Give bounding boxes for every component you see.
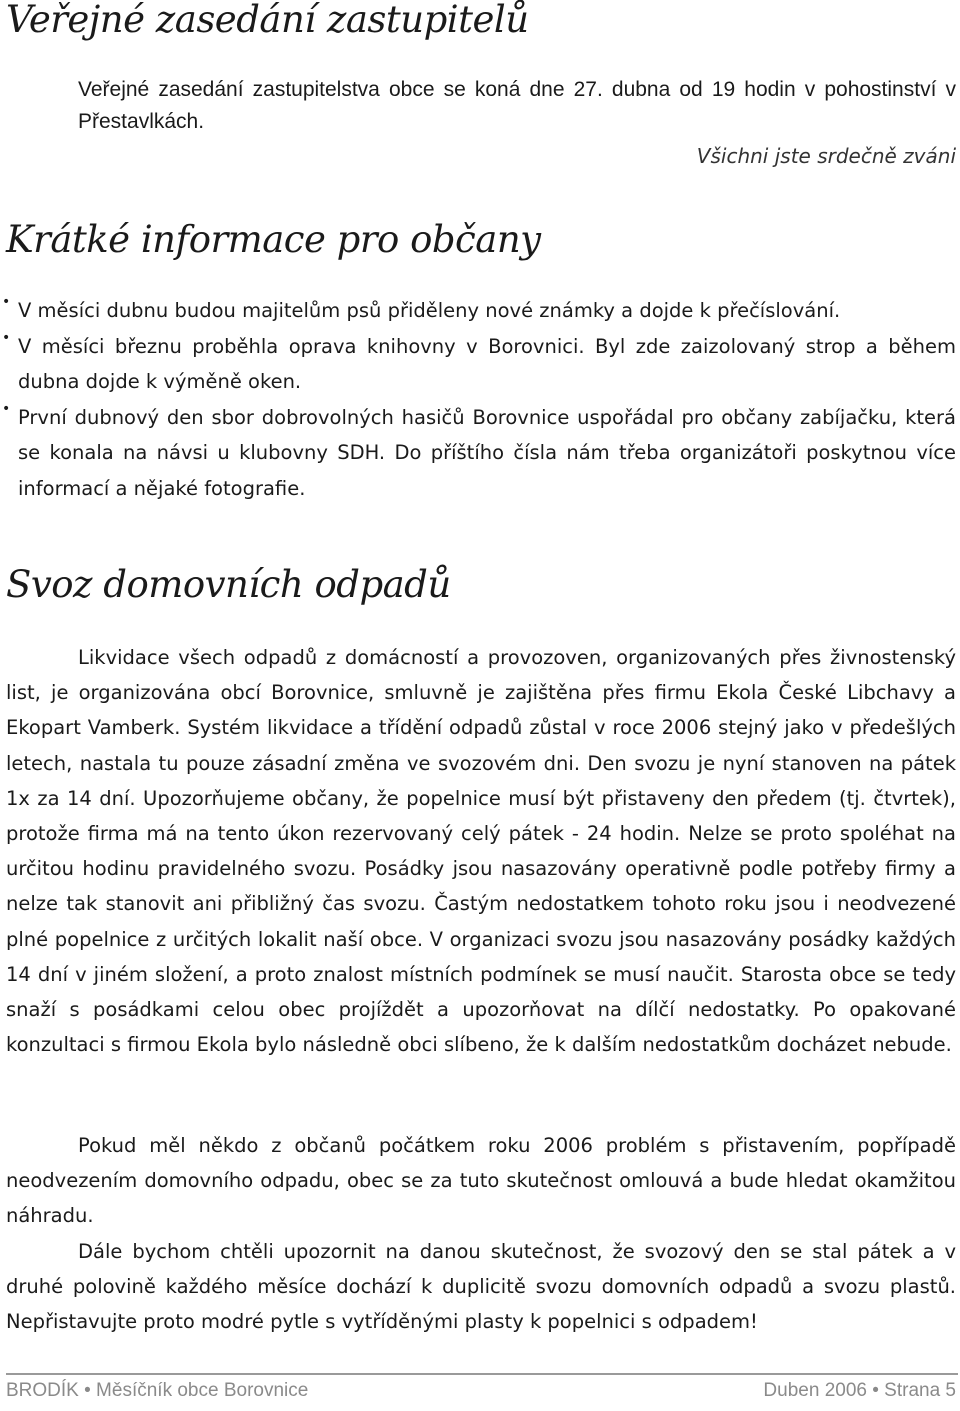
bullet-icon: • [2, 400, 11, 417]
bullet-icon: • [2, 329, 11, 346]
bullet-icon: • [2, 294, 11, 310]
list-item [0, 329, 956, 400]
list-item [0, 293, 956, 329]
waste-paragraph-2: Pokud měl někdo z občanů počátkem roku 2006 problém s přistavením, popřípadě neodvezením domovního odpadu, obec se za tuto skutečnost omlouvá a bude hledat okamžitou náhradu. [6, 1134, 956, 1228]
meeting-signature: Všichni jste srdečně zváni [696, 144, 956, 168]
footer-issue-page: Duben 2006 • Strana 5 [763, 1380, 956, 1401]
footer-divider [6, 1373, 958, 1375]
footer-publication: BRODÍK • Měsíčník obce Borovnice [6, 1380, 309, 1401]
waste-paragraph-1: Likvidace všech odpadů z domácností a provozoven, organizovaných přes živnostenský list, je organizována obcí Borovnice, smluvně je zajištěna přes firmu Ekola České Libchavy a Ekopart Vamberk. Systém likvidace a třídění odpadů zůstal v roce 2006 stejný jako v předešlých letech, nastala tu pouze zásadní změna ve svozovém dni. Den svozu je nyní stanoven na pátek 1x za 14 dní. Upozorňujeme občany, že popelnice musí být přistaveny den předem (tj. čtvrtek), protože firma má na tento úkon rezervovaný celý pátek - 24 hodin. Nelze se proto spoléhat na určitou hodinu pravidelného svozu. Posádky jsou nasazovány operativně podle potřeby firmy a nelze tak stanovit ani přibližný čas svozu. Častým nedostatkem tohoto roku jsou i neodvezené plné popelnice z určitých lokalit naší obce. V organizaci svozu jsou nasazovány posádky každých 14 dní v jiném složení, a proto znalost místních podmínek se musí naučit. Starosta obce se tedy snaží s posádkami celou obec projíždět a upozorňovat na dílčí nedostatky. Po opakované konzultaci s firmou Ekola bylo následně obci slíbeno, že k dalším nedostatkům docházet nebude. [6, 646, 956, 1057]
list-item-text: První dubnový den sbor dobrovolných hasičů Borovnice uspořádal pro občany zabíjačku, která se konala na návsi u klubovny SDH. Do příštího čísla nám třeba organizátoři poskytnou více informací a nějaké fotografie. [18, 405, 956, 500]
info-list [0, 293, 956, 506]
section-title-waste: Svoz domovních odpadů [6, 563, 451, 606]
page-footer [6, 1380, 956, 1402]
meeting-text: Veřejné zasedání zastupitelstva obce se koná dne 27. dubna od 19 hodin v pohostinství v Přestavlkách. [78, 78, 956, 133]
section-title-info: Krátké informace pro občany [6, 218, 541, 261]
waste-paragraph-3: Dále bychom chtěli upozornit na danou skutečnost, že svozový den se stal pátek a v druhé polovině každého měsíce dochází k duplicitě svozu domovních odpadů a svozu plastů. Nepřistavujte proto modré pytle s vytříděnými plasty k popelnici s odpadem! [6, 1240, 956, 1334]
list-item [0, 400, 956, 507]
list-item-text: V měsíci březnu proběhla oprava knihovny v Borovnici. Byl zde zaizolovaný strop a během dubna dojde k výměně oken. [18, 334, 956, 393]
section-title-meeting: Veřejné zasedání zastupitelů [6, 0, 529, 41]
list-item-text: V měsíci dubnu budou majitelům psů přiděleny nové známky a dojde k přečíslování. [18, 299, 841, 322]
